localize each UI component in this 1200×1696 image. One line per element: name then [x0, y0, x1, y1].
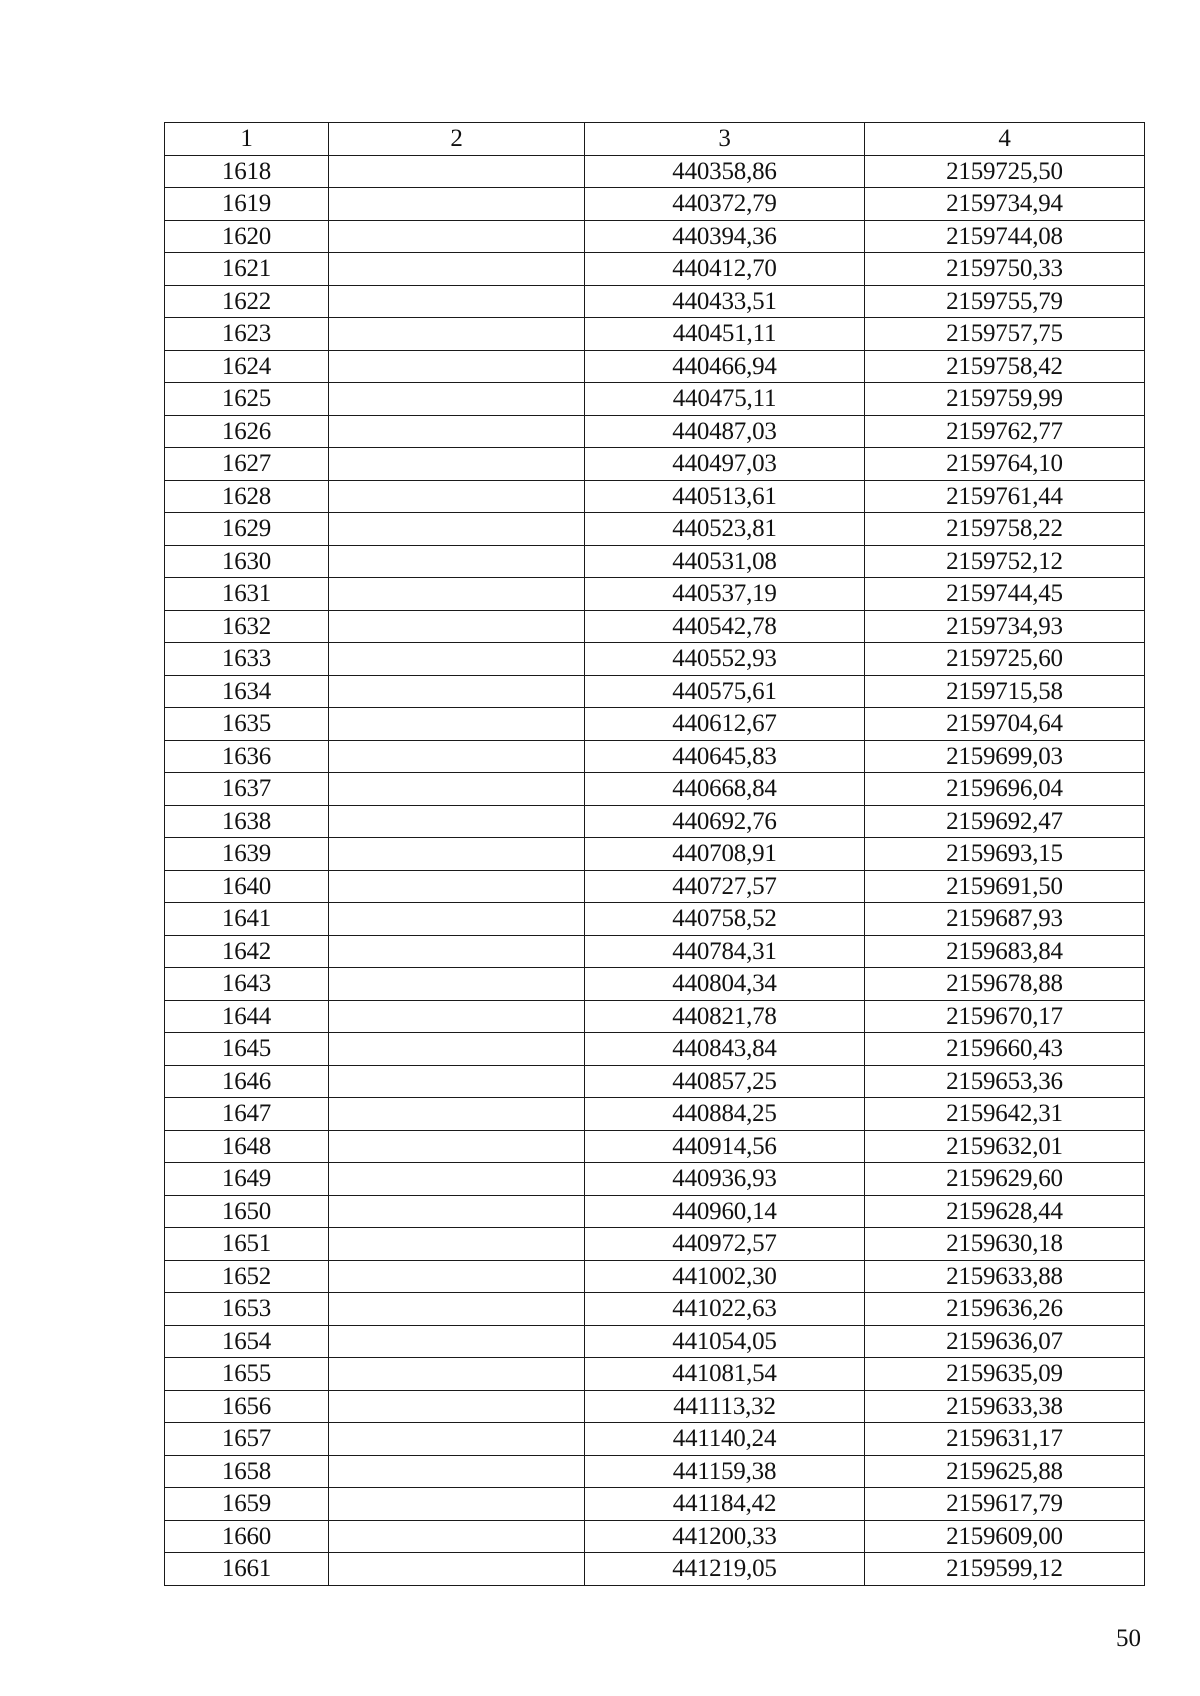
point-number-cell: 1643	[165, 968, 329, 1001]
table-row	[165, 1228, 1145, 1261]
point-number-cell: 1631	[165, 578, 329, 611]
name-cell	[329, 935, 585, 968]
table-row	[165, 1000, 1145, 1033]
point-number-cell: 1637	[165, 773, 329, 806]
x-coordinate-cell: 441159,38	[585, 1455, 865, 1488]
name-cell	[329, 610, 585, 643]
y-coordinate-cell: 2159744,08	[865, 220, 1145, 253]
y-coordinate-cell: 2159691,50	[865, 870, 1145, 903]
table-row	[165, 578, 1145, 611]
point-number-cell: 1654	[165, 1325, 329, 1358]
name-cell	[329, 1358, 585, 1391]
name-cell	[329, 155, 585, 188]
x-coordinate-cell: 440451,11	[585, 318, 865, 351]
point-number-cell: 1620	[165, 220, 329, 253]
table-row	[165, 838, 1145, 871]
name-cell	[329, 578, 585, 611]
y-coordinate-cell: 2159633,38	[865, 1390, 1145, 1423]
table-row	[165, 1293, 1145, 1326]
point-number-cell: 1646	[165, 1065, 329, 1098]
name-cell	[329, 350, 585, 383]
column-header-2: 2	[329, 123, 585, 156]
y-coordinate-cell: 2159660,43	[865, 1033, 1145, 1066]
name-cell	[329, 1488, 585, 1521]
table-row	[165, 968, 1145, 1001]
name-cell	[329, 1520, 585, 1553]
table-row	[165, 1163, 1145, 1196]
point-number-cell: 1650	[165, 1195, 329, 1228]
x-coordinate-cell: 440936,93	[585, 1163, 865, 1196]
x-coordinate-cell: 440394,36	[585, 220, 865, 253]
point-number-cell: 1659	[165, 1488, 329, 1521]
x-coordinate-cell: 440542,78	[585, 610, 865, 643]
point-number-cell: 1619	[165, 188, 329, 221]
name-cell	[329, 1228, 585, 1261]
point-number-cell: 1655	[165, 1358, 329, 1391]
name-cell	[329, 1098, 585, 1131]
name-cell	[329, 220, 585, 253]
point-number-cell: 1618	[165, 155, 329, 188]
y-coordinate-cell: 2159692,47	[865, 805, 1145, 838]
table-row	[165, 350, 1145, 383]
point-number-cell: 1625	[165, 383, 329, 416]
name-cell	[329, 1325, 585, 1358]
table-row	[165, 1033, 1145, 1066]
y-coordinate-cell: 2159725,60	[865, 643, 1145, 676]
y-coordinate-cell: 2159687,93	[865, 903, 1145, 936]
x-coordinate-cell: 440433,51	[585, 285, 865, 318]
point-number-cell: 1628	[165, 480, 329, 513]
y-coordinate-cell: 2159744,45	[865, 578, 1145, 611]
point-number-cell: 1640	[165, 870, 329, 903]
y-coordinate-cell: 2159609,00	[865, 1520, 1145, 1553]
y-coordinate-cell: 2159630,18	[865, 1228, 1145, 1261]
x-coordinate-cell: 441002,30	[585, 1260, 865, 1293]
name-cell	[329, 870, 585, 903]
x-coordinate-cell: 440843,84	[585, 1033, 865, 1066]
point-number-cell: 1636	[165, 740, 329, 773]
x-coordinate-cell: 440645,83	[585, 740, 865, 773]
y-coordinate-cell: 2159761,44	[865, 480, 1145, 513]
table-row	[165, 675, 1145, 708]
y-coordinate-cell: 2159734,93	[865, 610, 1145, 643]
table-row	[165, 480, 1145, 513]
name-cell	[329, 1130, 585, 1163]
x-coordinate-cell: 441200,33	[585, 1520, 865, 1553]
point-number-cell: 1638	[165, 805, 329, 838]
name-cell	[329, 415, 585, 448]
name-cell	[329, 1293, 585, 1326]
table-row	[165, 1423, 1145, 1456]
name-cell	[329, 968, 585, 1001]
y-coordinate-cell: 2159678,88	[865, 968, 1145, 1001]
table-row	[165, 1455, 1145, 1488]
point-number-cell: 1657	[165, 1423, 329, 1456]
x-coordinate-cell: 441113,32	[585, 1390, 865, 1423]
x-coordinate-cell: 440531,08	[585, 545, 865, 578]
x-coordinate-cell: 440758,52	[585, 903, 865, 936]
x-coordinate-cell: 440466,94	[585, 350, 865, 383]
point-number-cell: 1630	[165, 545, 329, 578]
y-coordinate-cell: 2159636,07	[865, 1325, 1145, 1358]
name-cell	[329, 805, 585, 838]
point-number-cell: 1623	[165, 318, 329, 351]
x-coordinate-cell: 440575,61	[585, 675, 865, 708]
table-row	[165, 188, 1145, 221]
point-number-cell: 1653	[165, 1293, 329, 1326]
name-cell	[329, 675, 585, 708]
table-row	[165, 513, 1145, 546]
table-row	[165, 220, 1145, 253]
y-coordinate-cell: 2159755,79	[865, 285, 1145, 318]
x-coordinate-cell: 440612,67	[585, 708, 865, 741]
name-cell	[329, 773, 585, 806]
point-number-cell: 1639	[165, 838, 329, 871]
table-row	[165, 1553, 1145, 1586]
table-row	[165, 805, 1145, 838]
table-row	[165, 318, 1145, 351]
y-coordinate-cell: 2159635,09	[865, 1358, 1145, 1391]
x-coordinate-cell: 440708,91	[585, 838, 865, 871]
point-number-cell: 1644	[165, 1000, 329, 1033]
table-row	[165, 1520, 1145, 1553]
name-cell	[329, 188, 585, 221]
x-coordinate-cell: 441054,05	[585, 1325, 865, 1358]
x-coordinate-cell: 440475,11	[585, 383, 865, 416]
point-number-cell: 1658	[165, 1455, 329, 1488]
point-number-cell: 1634	[165, 675, 329, 708]
point-number-cell: 1621	[165, 253, 329, 286]
x-coordinate-cell: 440914,56	[585, 1130, 865, 1163]
table-row	[165, 1390, 1145, 1423]
table-row	[165, 870, 1145, 903]
coordinates-table	[164, 122, 1145, 1586]
y-coordinate-cell: 2159629,60	[865, 1163, 1145, 1196]
name-cell	[329, 545, 585, 578]
table-row	[165, 383, 1145, 416]
point-number-cell: 1627	[165, 448, 329, 481]
x-coordinate-cell: 440358,86	[585, 155, 865, 188]
table-row	[165, 253, 1145, 286]
x-coordinate-cell: 440497,03	[585, 448, 865, 481]
x-coordinate-cell: 441022,63	[585, 1293, 865, 1326]
point-number-cell: 1645	[165, 1033, 329, 1066]
table-row	[165, 285, 1145, 318]
point-number-cell: 1632	[165, 610, 329, 643]
y-coordinate-cell: 2159625,88	[865, 1455, 1145, 1488]
table-row	[165, 1358, 1145, 1391]
point-number-cell: 1647	[165, 1098, 329, 1131]
name-cell	[329, 643, 585, 676]
x-coordinate-cell: 440523,81	[585, 513, 865, 546]
table-row	[165, 643, 1145, 676]
point-number-cell: 1642	[165, 935, 329, 968]
table-row	[165, 1130, 1145, 1163]
y-coordinate-cell: 2159683,84	[865, 935, 1145, 968]
y-coordinate-cell: 2159764,10	[865, 448, 1145, 481]
x-coordinate-cell: 440487,03	[585, 415, 865, 448]
x-coordinate-cell: 440804,34	[585, 968, 865, 1001]
x-coordinate-cell: 440727,57	[585, 870, 865, 903]
point-number-cell: 1624	[165, 350, 329, 383]
table-row	[165, 1098, 1145, 1131]
column-header-1: 1	[165, 123, 329, 156]
table-row	[165, 1488, 1145, 1521]
name-cell	[329, 1455, 585, 1488]
x-coordinate-cell: 440412,70	[585, 253, 865, 286]
table-row	[165, 1195, 1145, 1228]
point-number-cell: 1626	[165, 415, 329, 448]
y-coordinate-cell: 2159636,26	[865, 1293, 1145, 1326]
name-cell	[329, 1065, 585, 1098]
name-cell	[329, 285, 585, 318]
name-cell	[329, 838, 585, 871]
y-coordinate-cell: 2159699,03	[865, 740, 1145, 773]
x-coordinate-cell: 440784,31	[585, 935, 865, 968]
y-coordinate-cell: 2159752,12	[865, 545, 1145, 578]
y-coordinate-cell: 2159734,94	[865, 188, 1145, 221]
column-header-4: 4	[865, 123, 1145, 156]
x-coordinate-cell: 440537,19	[585, 578, 865, 611]
point-number-cell: 1651	[165, 1228, 329, 1261]
x-coordinate-cell: 440692,76	[585, 805, 865, 838]
y-coordinate-cell: 2159599,12	[865, 1553, 1145, 1586]
name-cell	[329, 253, 585, 286]
y-coordinate-cell: 2159670,17	[865, 1000, 1145, 1033]
table-row	[165, 155, 1145, 188]
table-row	[165, 415, 1145, 448]
table-row	[165, 740, 1145, 773]
y-coordinate-cell: 2159628,44	[865, 1195, 1145, 1228]
name-cell	[329, 1000, 585, 1033]
table-body	[165, 155, 1145, 1585]
point-number-cell: 1649	[165, 1163, 329, 1196]
name-cell	[329, 480, 585, 513]
name-cell	[329, 903, 585, 936]
y-coordinate-cell: 2159759,99	[865, 383, 1145, 416]
point-number-cell: 1641	[165, 903, 329, 936]
point-number-cell: 1648	[165, 1130, 329, 1163]
table-row	[165, 903, 1145, 936]
table-row	[165, 545, 1145, 578]
x-coordinate-cell: 440372,79	[585, 188, 865, 221]
point-number-cell: 1660	[165, 1520, 329, 1553]
x-coordinate-cell: 440857,25	[585, 1065, 865, 1098]
y-coordinate-cell: 2159758,42	[865, 350, 1145, 383]
name-cell	[329, 1423, 585, 1456]
y-coordinate-cell: 2159633,88	[865, 1260, 1145, 1293]
table-header-row	[165, 123, 1145, 156]
y-coordinate-cell: 2159693,15	[865, 838, 1145, 871]
name-cell	[329, 448, 585, 481]
point-number-cell: 1635	[165, 708, 329, 741]
point-number-cell: 1656	[165, 1390, 329, 1423]
x-coordinate-cell: 440513,61	[585, 480, 865, 513]
y-coordinate-cell: 2159632,01	[865, 1130, 1145, 1163]
point-number-cell: 1661	[165, 1553, 329, 1586]
point-number-cell: 1622	[165, 285, 329, 318]
y-coordinate-cell: 2159762,77	[865, 415, 1145, 448]
y-coordinate-cell: 2159642,31	[865, 1098, 1145, 1131]
table-row	[165, 448, 1145, 481]
x-coordinate-cell: 441140,24	[585, 1423, 865, 1456]
table-row	[165, 610, 1145, 643]
y-coordinate-cell: 2159725,50	[865, 155, 1145, 188]
x-coordinate-cell: 440884,25	[585, 1098, 865, 1131]
x-coordinate-cell: 441081,54	[585, 1358, 865, 1391]
y-coordinate-cell: 2159757,75	[865, 318, 1145, 351]
column-header-3: 3	[585, 123, 865, 156]
name-cell	[329, 740, 585, 773]
name-cell	[329, 1195, 585, 1228]
name-cell	[329, 1163, 585, 1196]
name-cell	[329, 1033, 585, 1066]
y-coordinate-cell: 2159653,36	[865, 1065, 1145, 1098]
page-number: 50	[1116, 1625, 1141, 1652]
table-row	[165, 1260, 1145, 1293]
name-cell	[329, 1390, 585, 1423]
y-coordinate-cell: 2159758,22	[865, 513, 1145, 546]
y-coordinate-cell: 2159750,33	[865, 253, 1145, 286]
name-cell	[329, 1553, 585, 1586]
x-coordinate-cell: 440960,14	[585, 1195, 865, 1228]
x-coordinate-cell: 440972,57	[585, 1228, 865, 1261]
y-coordinate-cell: 2159631,17	[865, 1423, 1145, 1456]
table-row	[165, 1065, 1145, 1098]
point-number-cell: 1629	[165, 513, 329, 546]
x-coordinate-cell: 440668,84	[585, 773, 865, 806]
table-row	[165, 935, 1145, 968]
name-cell	[329, 318, 585, 351]
x-coordinate-cell: 440821,78	[585, 1000, 865, 1033]
y-coordinate-cell: 2159704,64	[865, 708, 1145, 741]
point-number-cell: 1652	[165, 1260, 329, 1293]
table-row	[165, 773, 1145, 806]
y-coordinate-cell: 2159617,79	[865, 1488, 1145, 1521]
x-coordinate-cell: 441219,05	[585, 1553, 865, 1586]
name-cell	[329, 383, 585, 416]
table-row	[165, 1325, 1145, 1358]
x-coordinate-cell: 441184,42	[585, 1488, 865, 1521]
name-cell	[329, 708, 585, 741]
name-cell	[329, 1260, 585, 1293]
table-row	[165, 708, 1145, 741]
x-coordinate-cell: 440552,93	[585, 643, 865, 676]
y-coordinate-cell: 2159715,58	[865, 675, 1145, 708]
y-coordinate-cell: 2159696,04	[865, 773, 1145, 806]
name-cell	[329, 513, 585, 546]
point-number-cell: 1633	[165, 643, 329, 676]
